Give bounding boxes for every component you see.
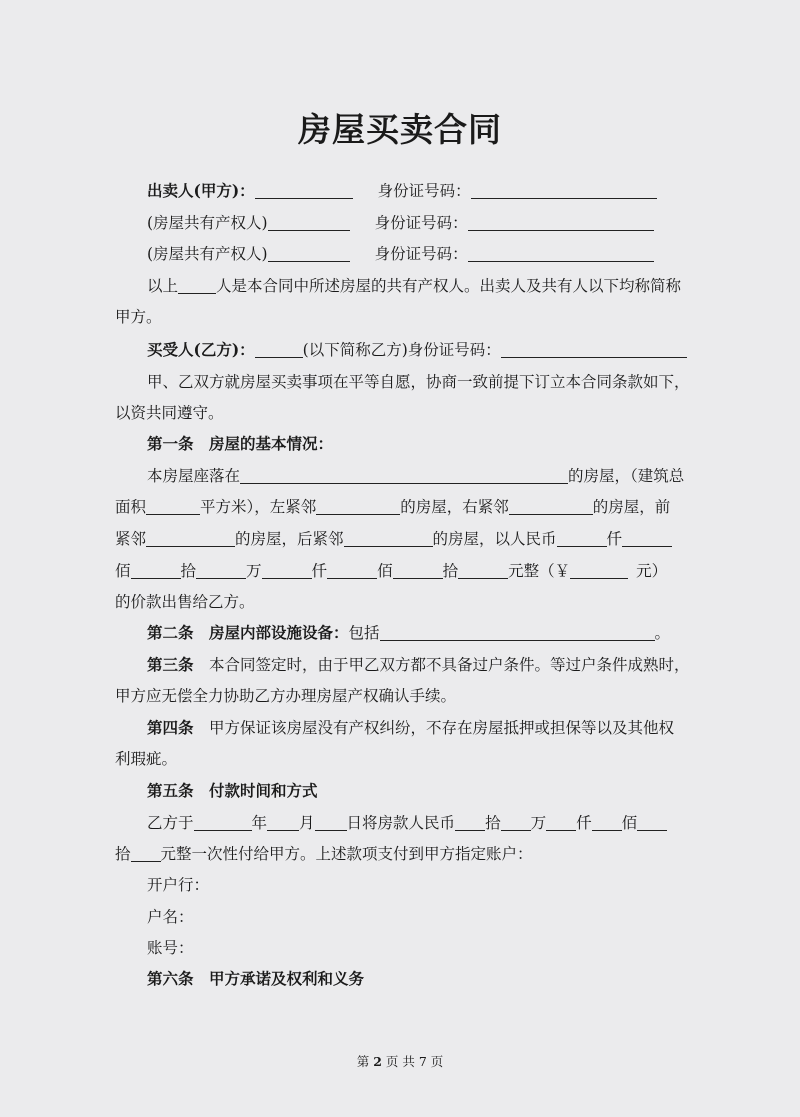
a5-text: 万	[530, 814, 547, 832]
article-1-line-5: 的价款出售给乙方。	[115, 593, 255, 611]
amount-blank[interactable]	[637, 814, 667, 831]
co-owner-1-id-label: 身份证号码：	[374, 214, 468, 232]
a1-text: 佰	[377, 562, 393, 580]
a5-text: 月	[299, 814, 315, 832]
a1-text: 平方米），左紧邻	[200, 498, 317, 516]
price-blank[interactable]	[131, 562, 181, 579]
a5-text: 年	[251, 814, 268, 832]
seller-id-label: 身份证号码：	[377, 182, 471, 200]
article-2-line	[147, 622, 670, 644]
a1-text: 元整（￥	[508, 562, 571, 580]
a1-text: 元）	[636, 562, 668, 580]
right-neighbor-blank[interactable]	[509, 498, 593, 515]
article-5-line-2	[115, 843, 533, 865]
price-blank[interactable]	[458, 562, 508, 579]
article-4-line-1	[147, 717, 674, 739]
footer-text: 页	[430, 1054, 444, 1069]
a4-text: 甲方保证该房屋没有产权纠纷，不存在房屋抵押或担保等以及其他权	[193, 719, 675, 737]
amount-blank[interactable]	[546, 814, 576, 831]
a5-text: 佰	[621, 814, 638, 832]
account-number-label: 账号：	[147, 939, 194, 957]
left-neighbor-blank[interactable]	[316, 498, 400, 515]
owner-count-blank[interactable]	[178, 277, 216, 294]
price-blank[interactable]	[622, 530, 672, 547]
a1-text: 万	[246, 562, 262, 580]
summary-line	[147, 275, 681, 297]
pay-year-blank[interactable]	[194, 814, 252, 831]
a5-text: 拾	[115, 845, 131, 863]
a1-text: 的房屋，右紧邻	[400, 498, 509, 516]
a2-text: 包括	[348, 624, 380, 642]
footer-text: 页 共	[385, 1054, 415, 1069]
seller-id-blank[interactable]	[471, 182, 657, 199]
intro-line-1: 甲、乙双方就房屋买卖事项在平等自愿，协商一致前提下订立本合同条款如下，	[147, 373, 690, 391]
article-3-line-2: 甲方应无偿全力协助乙方办理房屋产权确认手续。	[115, 687, 457, 705]
page-number: 2	[373, 1054, 382, 1069]
a5-text: 仟	[576, 814, 592, 832]
amount-blank[interactable]	[455, 814, 485, 831]
article-1-line-3	[115, 528, 672, 550]
co-owner-1-id-blank[interactable]	[468, 214, 654, 231]
amount-blank[interactable]	[592, 814, 622, 831]
article-3-line-1	[147, 654, 690, 676]
a1-text: 的房屋，以人民币	[432, 530, 557, 548]
a1-text: 仟	[606, 530, 623, 548]
a1-text: 紧邻	[115, 530, 147, 548]
intro-line-2: 以资共同遵守。	[115, 404, 224, 422]
page-footer	[0, 1052, 800, 1070]
bank-label: 开户行：	[147, 876, 210, 894]
seller-label: 出卖人(甲方)：	[147, 181, 255, 200]
co-owner-2-id-blank[interactable]	[468, 245, 654, 262]
pay-month-blank[interactable]	[267, 814, 299, 831]
a3-text: 本合同签定时，由于甲乙双方都不具备过户条件。等过户条件成熟时，	[193, 656, 690, 674]
buyer-line	[147, 339, 687, 361]
co-owner-line-1	[147, 212, 654, 234]
back-neighbor-blank[interactable]	[344, 530, 433, 547]
summary-cont: 甲方。	[115, 308, 162, 326]
a1-text: 佰	[115, 562, 131, 580]
buyer-id-blank[interactable]	[501, 341, 687, 358]
buyer-id-label: (以下简称乙方)身份证号码：	[302, 341, 501, 359]
article-3-heading: 第三条	[147, 655, 194, 674]
amount-blank[interactable]	[131, 845, 161, 862]
co-owner-label: (房屋共有产权人)	[147, 245, 268, 263]
co-owner-label: (房屋共有产权人)	[147, 214, 268, 232]
price-blank[interactable]	[262, 562, 312, 579]
article-2-heading: 第二条 房屋内部设施设备：	[147, 623, 349, 642]
buyer-name-blank[interactable]	[255, 341, 303, 358]
price-blank[interactable]	[557, 530, 607, 547]
co-owner-1-blank[interactable]	[268, 214, 350, 231]
a1-text: 的房屋，（建筑总	[568, 467, 685, 485]
page-total: 7	[418, 1054, 427, 1069]
article-4-heading: 第四条	[147, 718, 194, 737]
article-6-heading: 第六条 甲方承诺及权利和义务	[147, 969, 365, 988]
price-blank[interactable]	[196, 562, 246, 579]
a5-text: 元整一次性付给甲方。上述款项支付到甲方指定账户：	[160, 845, 533, 863]
a1-text: 仟	[311, 562, 328, 580]
a1-text: 拾	[180, 562, 197, 580]
seller-name-blank[interactable]	[255, 182, 353, 199]
account-name-label: 户名：	[147, 908, 194, 926]
a5-text: 拾	[485, 814, 501, 832]
buyer-label: 买受人(乙方)：	[147, 340, 255, 359]
a5-text: 乙方于	[147, 814, 194, 832]
summary-pre: 以上	[147, 277, 179, 295]
contract-title: 房屋买卖合同	[298, 110, 502, 149]
article-1-heading: 第一条 房屋的基本情况：	[147, 434, 334, 453]
front-neighbor-blank[interactable]	[146, 530, 235, 547]
seller-line	[147, 180, 657, 202]
amount-blank[interactable]	[501, 814, 531, 831]
pay-day-blank[interactable]	[315, 814, 347, 831]
a1-text: 的房屋，后紧邻	[235, 530, 344, 548]
price-numeric-blank[interactable]	[570, 562, 628, 579]
article-1-line-2	[115, 496, 670, 518]
a1-text: 拾	[442, 562, 459, 580]
co-owner-2-blank[interactable]	[268, 245, 350, 262]
co-owner-2-id-label: 身份证号码：	[374, 245, 468, 263]
article-1-line-4	[115, 560, 667, 582]
a1-text: 的房屋，前	[592, 498, 671, 516]
co-owner-line-2	[147, 243, 654, 265]
article-1-line-1	[147, 465, 684, 487]
price-blank[interactable]	[327, 562, 377, 579]
a5-text: 日将房款人民币	[346, 814, 456, 832]
footer-text: 第	[356, 1054, 370, 1069]
a1-text: 面积	[115, 498, 147, 516]
article-4-line-2: 利瑕疵。	[115, 750, 178, 768]
a2-text: 。	[654, 624, 671, 642]
price-blank[interactable]	[393, 562, 443, 579]
location-blank[interactable]	[240, 467, 568, 484]
article-5-line-1	[147, 812, 667, 834]
article-5-heading: 第五条 付款时间和方式	[147, 781, 318, 800]
area-blank[interactable]	[146, 498, 200, 515]
facilities-blank[interactable]	[380, 624, 655, 641]
summary-post: 人是本合同中所述房屋的共有产权人。出卖人及共有人以下均称简称	[216, 277, 682, 295]
a1-text: 本房屋座落在	[147, 467, 241, 485]
